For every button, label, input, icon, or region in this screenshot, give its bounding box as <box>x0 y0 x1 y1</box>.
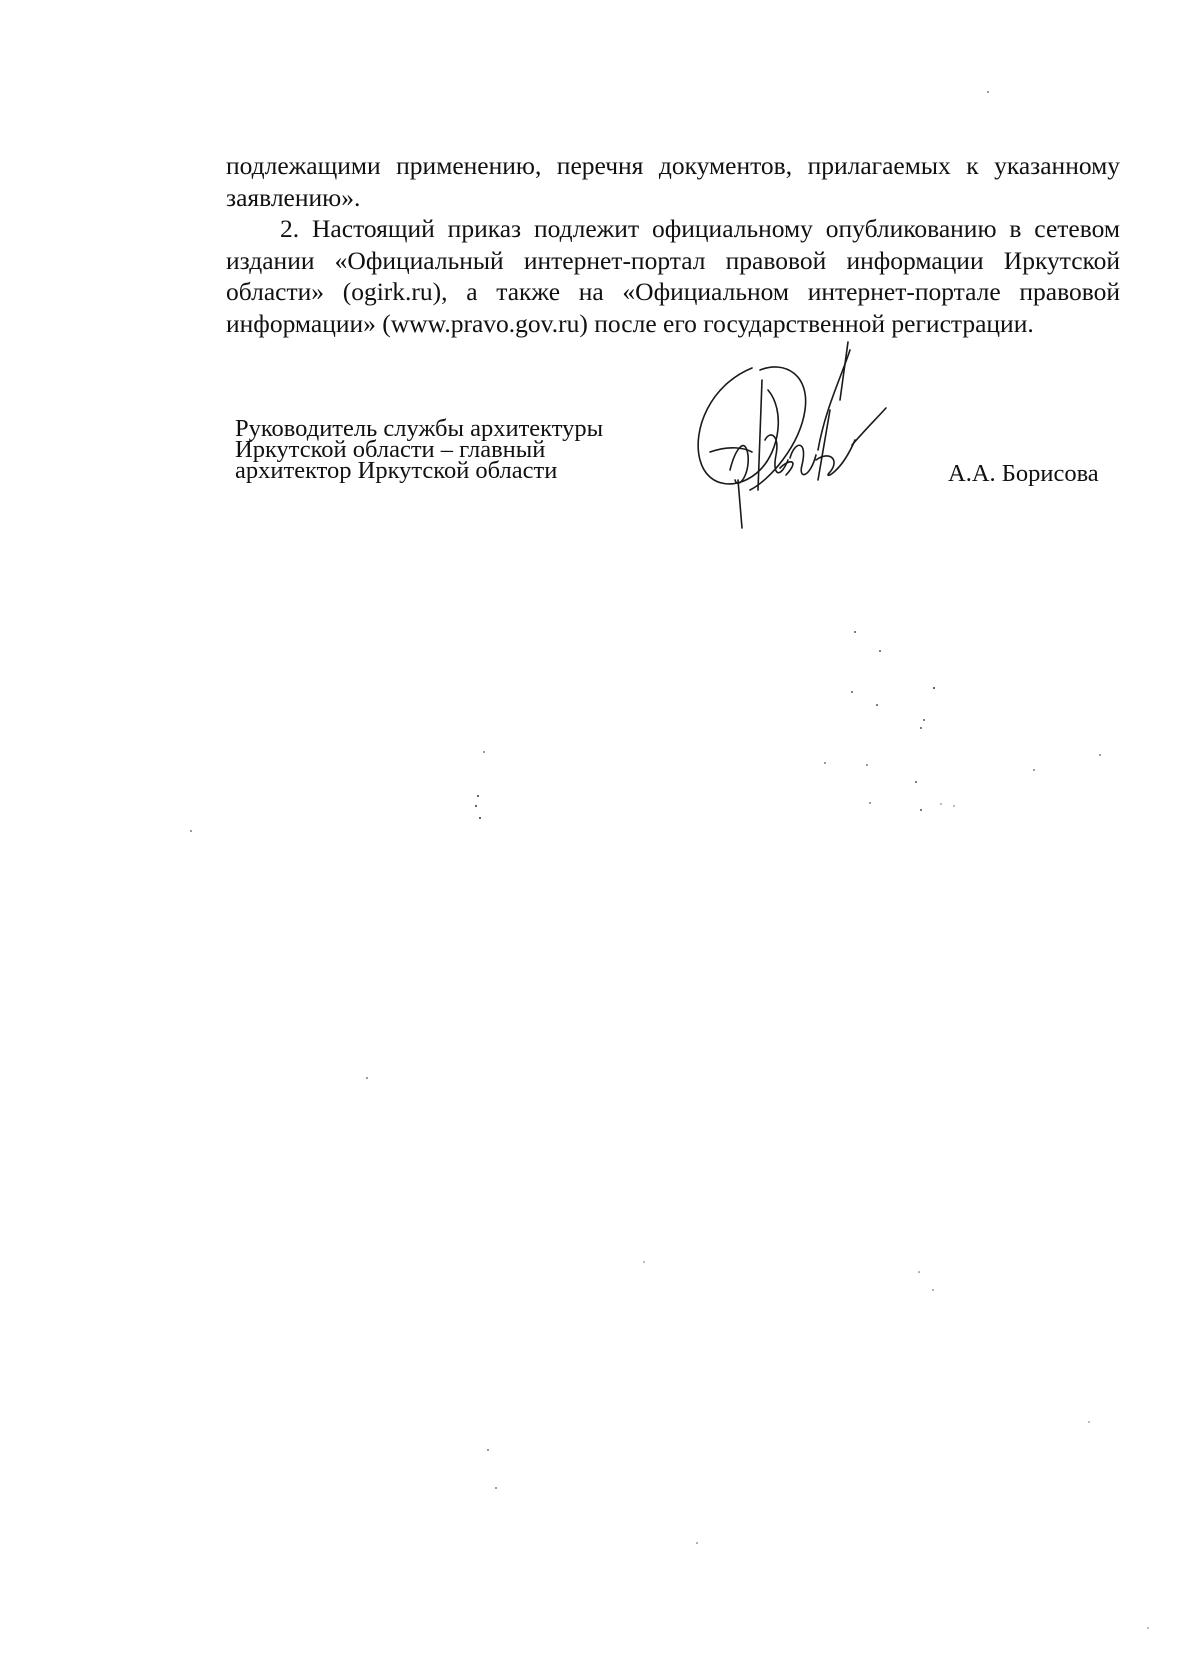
paragraph-item-2: 2. Настоящий приказ подлежит официальному опубликованию в сетевом издании «Официальный интернет-портал правовой информации Иркутской области» (ogirk.ru), а также на «Официальном интернет-портале правовой информации» (www.pravo.gov.ru) после его государственной регистрации. <box>226 214 1120 338</box>
signatory-title-line: архитектор Иркутской области <box>235 457 558 484</box>
signatory-title <box>235 415 655 484</box>
signatory-name: А.А. Борисова <box>948 460 1099 487</box>
document-body <box>226 150 1120 339</box>
handwritten-signature <box>690 340 920 540</box>
signatory-title-line: Иркутской области – главный <box>235 436 546 463</box>
paragraph-continuation: подлежащими применению, перечня документов, прилагаемых к указанному заявлению». <box>226 151 1120 212</box>
signatory-title-line: Руководитель службы архитектуры <box>235 415 604 442</box>
